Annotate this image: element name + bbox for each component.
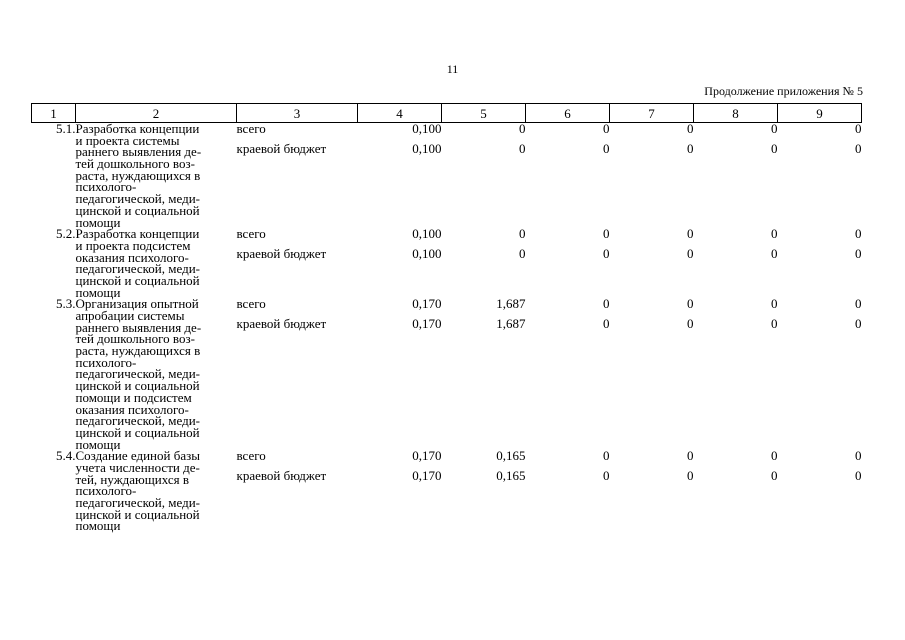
value-cell	[358, 123, 442, 229]
value-cell	[358, 450, 442, 532]
row-number: 5.4.	[56, 448, 76, 464]
value: 0,170	[412, 316, 442, 332]
description-line: психолого-	[75, 354, 137, 370]
description-line: педагогической, меди-	[75, 191, 200, 207]
value: 0	[771, 141, 778, 156]
value: 0	[519, 121, 526, 136]
value: 0,170	[412, 296, 442, 312]
value-cell	[526, 123, 610, 229]
value-cell	[526, 228, 610, 298]
value: 0	[603, 226, 610, 242]
column-header: 9	[778, 104, 862, 123]
value: 0	[687, 296, 694, 312]
funding-source-label: краевой бюджет	[236, 246, 327, 262]
column-header: 5	[442, 104, 526, 123]
value: 0	[603, 246, 610, 262]
value: 0	[687, 121, 694, 136]
value: 0	[603, 468, 610, 484]
description-line: психолого-	[75, 179, 137, 195]
value: 0	[687, 226, 694, 242]
value: 0	[771, 226, 778, 242]
description-line: цинской и социальной	[75, 378, 200, 394]
value-cell	[442, 123, 526, 229]
value: 0	[687, 141, 694, 156]
table-row	[32, 298, 862, 450]
value-cell	[610, 228, 694, 298]
description-line: оказания психолого-	[75, 249, 189, 265]
value: 0,170	[412, 448, 442, 464]
value-cell	[442, 450, 526, 532]
column-header: 7	[610, 104, 694, 123]
value: 0,100	[412, 141, 442, 156]
value-cell	[610, 298, 694, 450]
page-number: 11	[446, 62, 459, 76]
description-line: тей, нуждающихся в	[75, 471, 190, 487]
funding-source-label: всего	[236, 226, 266, 242]
appendix-continuation-note: Продолжение приложения № 5	[704, 84, 863, 98]
description-line: цинской и социальной	[75, 202, 200, 218]
value-cell	[358, 298, 442, 450]
value-cell	[442, 298, 526, 450]
value-cell	[694, 298, 778, 450]
description-line: учета численности де-	[75, 459, 200, 475]
funding-source	[237, 228, 358, 298]
description-line: педагогической, меди-	[75, 261, 200, 277]
description-line: помощи	[75, 214, 121, 230]
value: 0	[519, 141, 526, 156]
description-line: помощи	[75, 284, 121, 300]
activity-description	[76, 123, 237, 229]
table-row	[32, 123, 862, 229]
value: 0	[603, 121, 610, 136]
value: 0,165	[496, 468, 526, 484]
value: 0,100	[412, 121, 442, 136]
table-body	[32, 123, 862, 533]
description-line: педагогической, меди-	[75, 366, 200, 382]
column-number-row	[32, 104, 862, 123]
value: 0	[687, 246, 694, 262]
value: 0	[519, 226, 526, 242]
description-line: тей дошкольного воз-	[75, 331, 195, 347]
activity-description	[76, 298, 237, 450]
value-cell	[694, 228, 778, 298]
description-line: педагогической, меди-	[75, 495, 200, 510]
column-header: 3	[237, 104, 358, 123]
funding-source-label: краевой бюджет	[236, 316, 327, 332]
value: 0	[855, 468, 862, 484]
budget-table	[31, 103, 862, 532]
description-line: Разработка концепции	[75, 121, 200, 136]
value: 0	[771, 246, 778, 262]
description-line: раста, нуждающихся в	[75, 343, 201, 359]
funding-source	[237, 123, 358, 229]
value: 0	[855, 296, 862, 312]
value: 0	[687, 468, 694, 484]
value: 1,687	[496, 296, 526, 312]
description-line: Создание единой базы	[75, 448, 200, 464]
funding-source-label: всего	[236, 296, 266, 312]
activity-description	[76, 228, 237, 298]
description-line: цинской и социальной	[75, 424, 200, 440]
value: 0	[771, 468, 778, 484]
value: 0,165	[496, 448, 526, 464]
row-number: 5.2.	[56, 226, 76, 242]
value-cell	[778, 450, 862, 532]
value-cell	[694, 123, 778, 229]
value-cell	[358, 228, 442, 298]
value: 0,100	[412, 226, 442, 242]
value: 0	[855, 226, 862, 242]
activity-description	[76, 450, 237, 532]
description-line: раннего выявления де-	[75, 144, 202, 160]
value: 0	[687, 316, 694, 332]
value: 0	[855, 121, 862, 136]
funding-source-label: краевой бюджет	[236, 468, 327, 484]
value: 1,687	[496, 316, 526, 332]
table-row	[32, 450, 862, 532]
value: 0,100	[412, 246, 442, 262]
value-cell	[442, 228, 526, 298]
value-cell	[526, 450, 610, 532]
value-cell	[526, 298, 610, 450]
value-cell	[610, 123, 694, 229]
value: 0	[771, 448, 778, 464]
description-line: цинской и социальной	[75, 506, 200, 522]
description-line: и проекта системы	[75, 132, 180, 148]
value: 0	[687, 448, 694, 464]
value: 0	[855, 246, 862, 262]
value-cell	[694, 450, 778, 532]
value: 0	[603, 448, 610, 464]
value: 0	[855, 141, 862, 156]
description-line: психолого-	[75, 483, 137, 499]
row-number: 5.3.	[56, 296, 76, 312]
funding-source-label: всего	[236, 448, 266, 464]
column-header: 2	[76, 104, 237, 123]
funding-source-label: краевой бюджет	[236, 141, 327, 156]
description-line: апробации системы	[75, 308, 185, 323]
value: 0	[771, 296, 778, 312]
value-cell	[610, 450, 694, 532]
description-line: цинской и социальной	[75, 272, 200, 288]
value: 0	[771, 316, 778, 332]
description-line: раста, нуждающихся в	[75, 167, 201, 183]
funding-source	[237, 450, 358, 532]
description-line: Организация опытной	[75, 296, 199, 312]
column-header: 4	[358, 104, 442, 123]
description-line: тей дошкольного воз-	[75, 156, 195, 172]
funding-source-label: всего	[236, 121, 266, 136]
description-line: раннего выявления де-	[75, 319, 202, 335]
value: 0,170	[412, 468, 442, 484]
description-line: Разработка концепции	[75, 226, 200, 242]
value: 0	[603, 316, 610, 332]
description-line: и проекта подсистем	[75, 237, 191, 253]
column-header: 6	[526, 104, 610, 123]
column-header: 1	[32, 104, 76, 123]
table-row	[32, 228, 862, 298]
row-number: 5.1.	[56, 121, 76, 136]
value: 0	[519, 246, 526, 262]
description-line: помощи	[75, 518, 121, 534]
value: 0	[603, 296, 610, 312]
value: 0	[603, 141, 610, 156]
funding-source	[237, 298, 358, 450]
value: 0	[771, 121, 778, 136]
value: 0	[855, 316, 862, 332]
value-cell	[778, 298, 862, 450]
description-line: педагогической, меди-	[75, 413, 200, 429]
description-line: оказания психолого-	[75, 401, 189, 417]
description-line: помощи и подсистем	[75, 389, 192, 405]
value-cell	[778, 228, 862, 298]
value: 0	[855, 448, 862, 464]
value-cell	[778, 123, 862, 229]
column-header: 8	[694, 104, 778, 123]
description-line: помощи	[75, 436, 121, 452]
